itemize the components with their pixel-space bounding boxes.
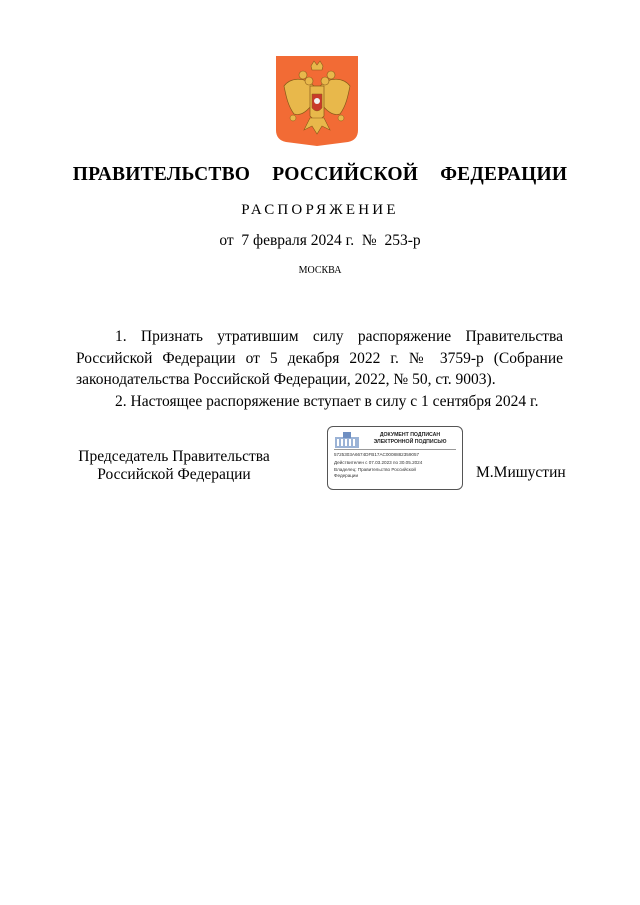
stamp-title-line-1: ДОКУМЕНТ ПОДПИСАН (379, 432, 441, 438)
order-paragraph-1: 1. Признать утратившим силу распоряжение Правительства Российской Федерации от 5 декабря 2022 г. № 3759-р (Собрание законодательства Российской Федерации, 2022, № 50, ст. 9003). (76, 328, 563, 388)
stamp-owner-line-1: Владелец: Правительство Российской (334, 467, 416, 472)
stamp-validity: Действителен с 07.03.2023 по 30.05.2024 (334, 460, 423, 465)
document-type: РАСПОРЯЖЕНИЕ (241, 202, 399, 218)
stamp-title (358, 432, 462, 446)
order-body (76, 326, 563, 412)
stamp-serial: 5725303A6674DFB17AC0008882359057 (334, 452, 420, 457)
document-city: МОСКВА (298, 265, 342, 276)
coat-of-arms-emblem (276, 56, 358, 146)
signer-name: М.Мишустин (476, 464, 566, 481)
government-title: ПРАВИТЕЛЬСТВО РОССИЙСКОЙ ФЕДЕРАЦИИ (72, 164, 568, 185)
stamp-title-line-2: ЭЛЕКТРОННОЙ ПОДПИСЬЮ (373, 439, 447, 445)
stamp-owner-line-2: Федерации (334, 473, 359, 478)
electronic-signature-stamp (327, 426, 463, 490)
government-building-icon (334, 431, 360, 449)
stamp-divider (334, 449, 456, 450)
order-paragraph-2: 2. Настоящее распоряжение вступает в силу с 1 сентября 2024 г. (115, 392, 539, 410)
signer-position-line-2: Российской Федерации (97, 466, 251, 483)
signer-position (74, 448, 274, 484)
signer-position-line-1: Председатель Правительства (78, 448, 270, 465)
document-date-number: от 7 февраля 2024 г. № 253-р (219, 232, 421, 249)
